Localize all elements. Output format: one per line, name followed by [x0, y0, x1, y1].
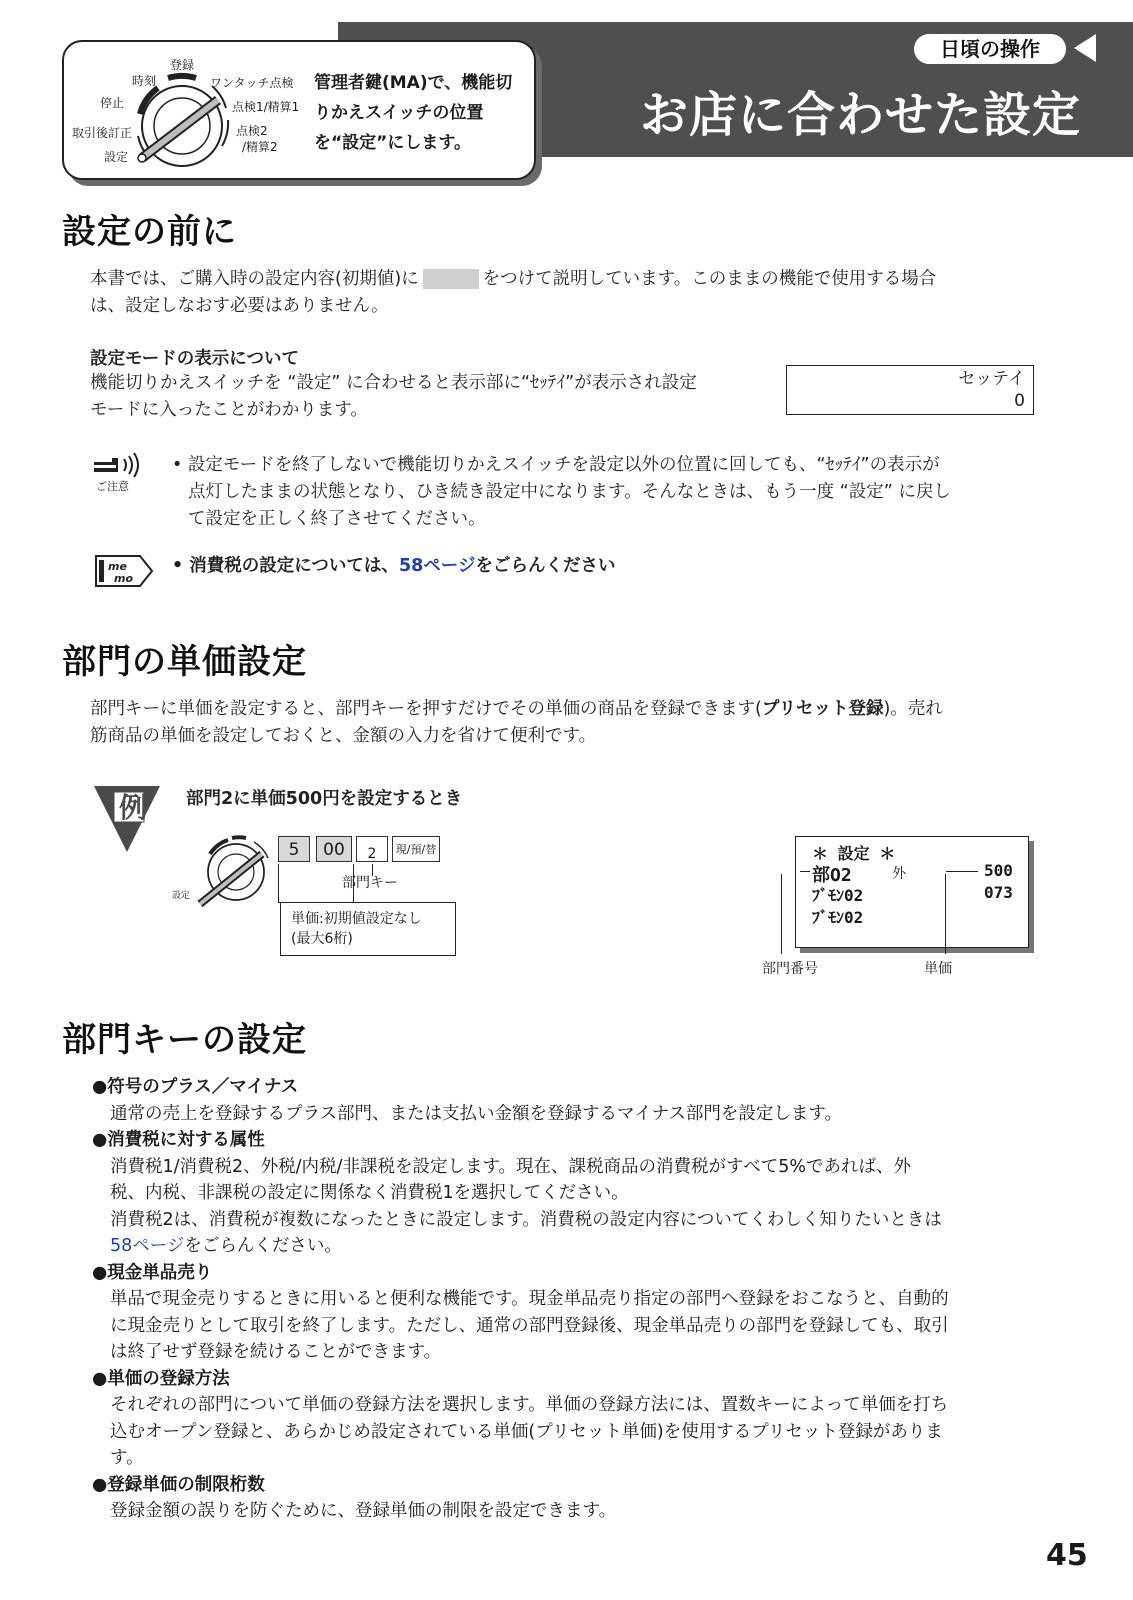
receipt-dept: 部O2 — [812, 865, 852, 886]
price-label: 単価 — [924, 961, 952, 977]
list-item-title: ●現金単品売り — [92, 1262, 213, 1283]
dial-label-check2: 点検2 — [236, 124, 268, 138]
list-item-text: に現金売りとして取引を終了します。ただし、通常の部門登録後、現金単品売りの部門を登録しても、取引 — [110, 1315, 949, 1336]
setting-dial-label: 設定 — [172, 891, 191, 901]
list-item-text: 税、内税、非課税の設定に関係なく消費税1を選択してください。 — [110, 1183, 629, 1203]
caution-label: ご注意 — [96, 480, 129, 493]
receipt — [795, 836, 1029, 948]
key-dept-2[interactable]: 2 — [356, 836, 388, 862]
dept-no-leader — [781, 874, 782, 954]
receipt-tax: 外 — [892, 866, 906, 882]
unit-price-note: 単価:初期値設定なし (最大6桁) — [280, 902, 456, 956]
list-item-text: 込むオープン登録と、あらかじめ設定されている単価(プリセット単価)を使用するプリセット登録がありま — [110, 1421, 943, 1442]
dept-no-label: 部門番号 — [762, 961, 818, 977]
receipt-dept-name-1: ﾌﾞﾓﾝ02 — [812, 886, 864, 905]
default-value-highlight-swatch — [423, 269, 479, 289]
display-panel: セッテイ 0 — [786, 365, 1034, 415]
list-item-text: それぞれの部門について単価の登録方法を選択します。単価の登録方法には、置数キーによって単価を打ち — [110, 1395, 949, 1415]
list-item-title: ●登録単価の制限桁数 — [92, 1474, 265, 1495]
receipt-price: 500 — [984, 861, 1013, 880]
example-title: 部門2に単価500円を設定するとき — [186, 789, 463, 809]
list-item-text: 登録金額の誤りを防ぐために、登録単価の制限を設定できます。 — [110, 1501, 617, 1521]
chapter-tag-arrow-icon — [1074, 34, 1096, 62]
key-00[interactable]: 00 — [316, 836, 352, 862]
setting-dial-icon — [190, 830, 280, 910]
memo-text: • 消費税の設定については、58ページをごらんください — [172, 556, 616, 576]
mode-display-title: 設定モードの表示について — [90, 349, 299, 369]
list-item-text: 58ページをごらんください。 — [110, 1236, 342, 1256]
svg-text:me: me — [108, 560, 127, 573]
mode-display-text: 機能切りかえスイッチを “設定” に合わせると表示部に“ｾｯﾃｲ”が表示され設定 モードに入ったことがわかります。 — [90, 373, 697, 420]
list-item-text: す。 — [110, 1448, 144, 1468]
page-number: 45 — [1046, 1538, 1088, 1573]
dial-label-setting: 設定 — [104, 150, 129, 164]
caution-text: • 設定モードを終了しないで機能切りかえスイッチを設定以外の位置に回しても、“ｾｯﾃｲ”の表示が 点灯したままの状態となり、ひき続き設定中になります。そんなときは、もう一度 “設定” に戻し て設定を正しく終了させてください。 — [172, 455, 951, 529]
list-item-text: 消費税1/消費税2、外税/内税/非課税を設定します。現在、課税商品の消費税がすべて5%であれば、外 — [110, 1156, 911, 1177]
receipt-code: 073 — [984, 883, 1013, 902]
memo-page-link[interactable]: 58ページ — [398, 556, 476, 576]
list-item-title: ●消費税に対する属性 — [92, 1130, 265, 1150]
key-instruction: 管理者鍵(MA)で、機能切 りかえスイッチの位置 を“設定”にします。 — [314, 73, 513, 153]
dial-label-correction: 取引後訂正 — [72, 126, 133, 140]
list-item-title: ●符号のプラス／マイナス — [92, 1077, 299, 1097]
chapter-tag: 日頃の操作 — [914, 34, 1066, 64]
dept-key-label: 部門キー — [342, 875, 398, 891]
list-item-title: ●単価の登録方法 — [92, 1368, 230, 1389]
list-item-text: 単品で現金売りするときに用いると便利な機能です。現金単品売り指定の部門へ登録をおこなうと、自動的 — [110, 1289, 949, 1309]
memo-icon — [92, 554, 156, 588]
dial-label-one-touch: ワンタッチ点検 — [210, 76, 294, 90]
svg-text:mo: mo — [114, 572, 134, 585]
dept-key-settings-list — [92, 1074, 1052, 1525]
dial-label-clock: 時刻 — [132, 74, 157, 88]
list-item-text: は終了せず登録を続けることができます。 — [110, 1342, 442, 1362]
price-leader — [945, 874, 946, 954]
receipt-dept-name-2: ﾌﾞﾓﾝ02 — [812, 908, 864, 927]
section-heading-before-setting: 設定の前に — [62, 212, 237, 252]
dial-label-stop: 停止 — [100, 96, 125, 110]
list-item-text: 通常の売上を登録するプラス部門、または支払い金額を登録するマイナス部門を設定します。 — [110, 1103, 843, 1124]
example-mark-text: 例 — [119, 791, 148, 824]
page-title: お店に合わせた設定 — [640, 87, 1082, 143]
section2-intro: 部門キーに単価を設定すると、部門キーを押すだけでその単価の商品を登録できます(プリセット登録)。売れ 筋商品の単価を設定しておくと、金額の入力を省けて便利です。 — [90, 699, 943, 746]
caution-hand-icon — [92, 452, 146, 478]
dial-label-settle2: /精算2 — [242, 140, 278, 154]
dial-label-check1: 点検1/精算1 — [232, 100, 300, 114]
key-5[interactable]: 5 — [278, 836, 310, 862]
receipt-line-setting: ＊ 設定 ＊ — [812, 844, 896, 863]
key-cash[interactable]: 現/預/替 — [392, 836, 440, 862]
list-item-text: 消費税2は、消費税が複数になったときに設定します。消費税の設定内容についてくわしく知りたいときは — [110, 1209, 942, 1230]
dial-label-register: 登録 — [170, 58, 195, 72]
section-heading-dept-key: 部門キーの設定 — [62, 1020, 307, 1060]
section1-intro: 本書では、ご購入時の設定内容(初期値)に をつけて説明しています。このままの機能で使用する場合 は、設定しなおす必要はありません。 — [90, 269, 937, 316]
tax-page-link[interactable]: 58ページ — [110, 1236, 185, 1256]
section-heading-unit-price: 部門の単価設定 — [62, 642, 307, 682]
